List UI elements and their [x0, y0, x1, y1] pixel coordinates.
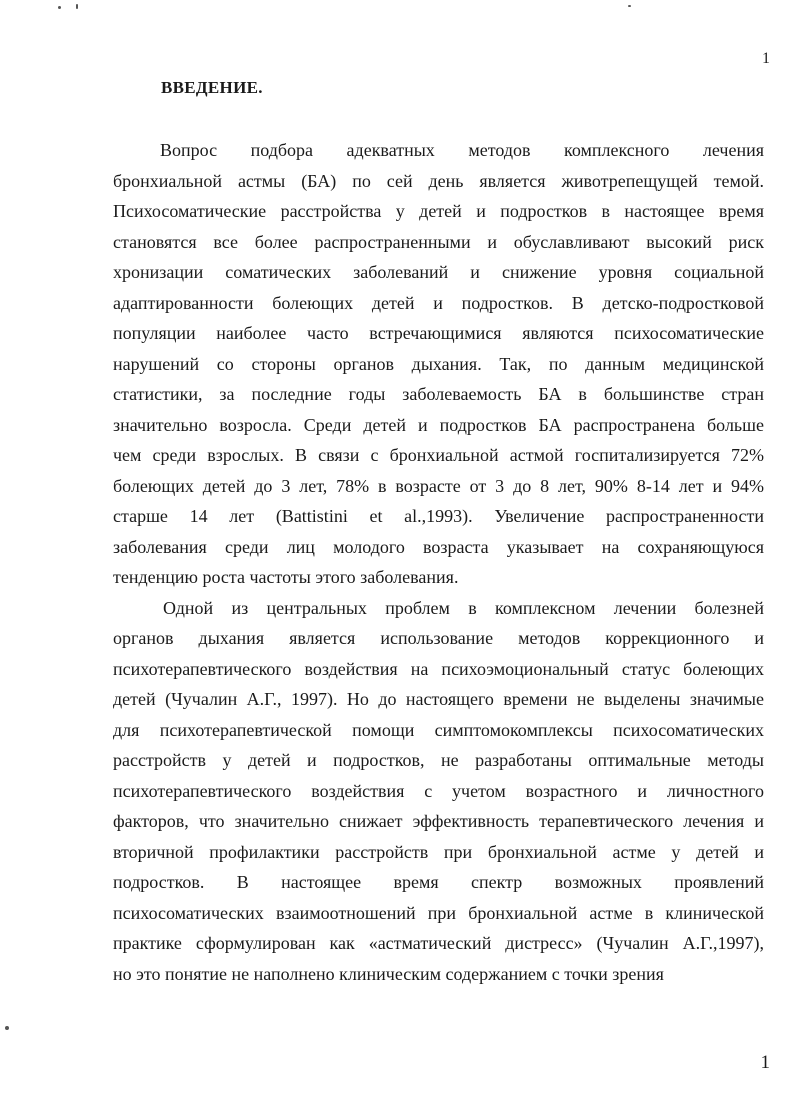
- scan-speck: [76, 4, 78, 9]
- paragraph-1: [113, 135, 764, 593]
- text-line: но это понятие не наполнено клиническим содержанием с точки зрения: [113, 963, 664, 984]
- scan-speck: [58, 6, 61, 9]
- text-line: факторов, что значительно снижает эффективность терапевтического лечения и: [113, 811, 764, 831]
- text-line: практике сформулирован как «астматический дистресс» (Чучалин А.Г.,1997),: [113, 933, 764, 953]
- text-line: значительно возросла. Среди детей и подростков БА распространена больше: [113, 414, 764, 435]
- text-line: хронизации соматических заболеваний и снижение уровня социальной: [113, 262, 764, 282]
- text-line: чем среди взрослых. В связи с бронхиальной астмой госпитализируется 72%: [113, 445, 764, 465]
- text-line: болеющих детей до 3 лет, 78% в возрасте от 3 до 8 лет, 90% 8-14 лет и 94%: [113, 475, 764, 496]
- text-line: адаптированности болеющих детей и подростков. В детско-подростковой: [113, 292, 764, 313]
- text-line: для психотерапевтической помощи симптомокомплексы психосоматических: [113, 719, 764, 740]
- paragraph-2: [113, 593, 764, 990]
- scan-speck: [628, 5, 631, 7]
- text-line: вторичной профилактики расстройств при бронхиальной астме у детей и: [113, 841, 764, 862]
- section-heading: ВВЕДЕНИЕ.: [161, 78, 263, 97]
- text-line: заболевания среди лиц молодого возраста указывает на сохраняющуюся: [113, 536, 764, 557]
- text-line: старше 14 лет (Battistini et al.,1993). Увеличение распространенности: [113, 506, 764, 526]
- scan-speck: [5, 1026, 9, 1030]
- text-line: Одной из центральных проблем в комплексном лечении болезней: [163, 597, 764, 618]
- text-line: расстройств у детей и подростков, не разработаны оптимальные методы: [113, 750, 764, 770]
- text-line: психотерапевтического воздействия с учетом возрастного и личностного: [113, 780, 764, 801]
- text-line: детей (Чучалин А.Г., 1997). Но до настоящего времени не выделены значимые: [113, 689, 764, 709]
- text-line: Психосоматические расстройства у детей и подростков в настоящее время: [113, 201, 764, 221]
- text-line: статистики, за последние годы заболеваемость БА в большинстве стран: [113, 384, 764, 404]
- text-line: подростков. В настоящее время спектр возможных проявлений: [113, 872, 764, 892]
- text-line: бронхиальной астмы (БА) по сей день является животрепещущей темой.: [113, 170, 764, 191]
- page-number-bottom: 1: [760, 1052, 770, 1073]
- text-line: нарушений со стороны органов дыхания. Так, по данным медицинской: [113, 353, 764, 374]
- text-line: органов дыхания является использование методов коррекционного и: [113, 628, 764, 648]
- text-line: популяции наиболее часто встречающимися являются психосоматические: [113, 323, 764, 343]
- page-number-top: 1: [762, 50, 770, 67]
- text-line: тенденцию роста частоты этого заболевания.: [113, 567, 459, 587]
- text-line: психотерапевтического воздействия на психоэмоциональный статус болеющих: [113, 658, 764, 679]
- text-line: становятся все более распространенными и обуславливают высокий риск: [113, 231, 764, 252]
- text-line: Вопрос подбора адекватных методов комплексного лечения: [160, 140, 764, 160]
- body-text: [113, 135, 764, 989]
- text-line: психосоматических взаимоотношений при бронхиальной астме в клинической: [113, 902, 764, 923]
